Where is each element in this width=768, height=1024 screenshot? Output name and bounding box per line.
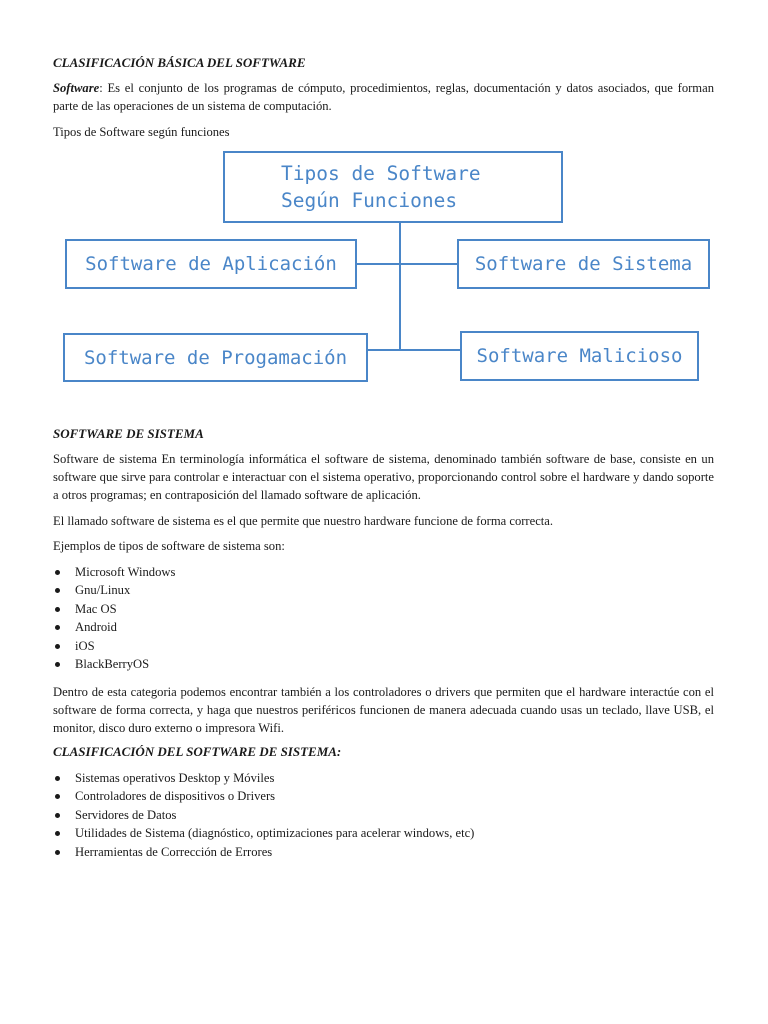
list-item [53, 806, 474, 824]
bullet-icon [55, 794, 60, 799]
paragraph-controladores: Dentro de esta categoria podemos encontrar también a los controladores o drivers que permiten que el hardware interactúe con el software de forma correcta, y haga que nuestros periféricos funcionen de manera adecuada cuando usas un teclado, llave USB, el monitor, disco duro externo o impresora Wifi. [53, 685, 714, 735]
software-types-diagram [0, 140, 768, 390]
bullet-icon [55, 776, 60, 781]
box-sistema-label: Software de Sistema [474, 253, 693, 275]
list-item [53, 824, 474, 842]
list-item-text: Utilidades de Sistema (diagnóstico, optimizaciones para acelerar windows, etc) [75, 826, 475, 841]
paragraph-hardware: El llamado software de sistema es el que permite que nuestro hardware funcione de forma correcta. [53, 514, 554, 528]
list-item-text: Android [75, 620, 117, 635]
bullet-icon [55, 662, 60, 667]
bullet-icon [55, 625, 60, 630]
intro-lead: Software [53, 81, 100, 95]
box-software-programacion [63, 333, 368, 382]
box-software-sistema [457, 239, 710, 289]
bullet-icon [55, 850, 60, 855]
list-item-text: Sistemas operativos Desktop y Móviles [75, 771, 275, 785]
bullet-icon [55, 588, 60, 593]
list-item-text: Gnu/Linux [75, 583, 131, 598]
heading-clasificacion-basica: CLASIFICACIÓN BÁSICA DEL SOFTWARE [53, 55, 306, 70]
bullet-icon [55, 570, 60, 575]
list-item [53, 843, 474, 861]
intro-paragraph [53, 79, 714, 115]
heading-clasificacion-sistema: CLASIFICACIÓN DEL SOFTWARE DE SISTEMA: [53, 744, 342, 759]
bullet-icon [55, 813, 60, 818]
clasificacion-list [53, 769, 474, 861]
box-software-aplicacion [65, 239, 357, 289]
list-item-text: BlackBerryOS [75, 656, 150, 671]
paragraph-definicion: Software de sistema En terminología informática el software de sistema, denominado también software de base, consiste en un software que sirve para controlar e interactuar con el sistema operativo, proporcionando control sobre el hardware y dando soporte a otros programas; en contraposición del llamado software de aplicación. [53, 452, 714, 502]
paragraph-ejemplos-intro: Ejemplos de tipos de software de sistema son: [53, 539, 285, 553]
connector-top-row [356, 263, 458, 265]
bullet-icon [55, 644, 60, 649]
box-programacion-label: Software de Progamación [83, 346, 348, 369]
list-item [53, 655, 175, 673]
diagram-title-line2: Según Funciones [281, 189, 458, 212]
list-item [53, 600, 175, 618]
connector-bottom-row [367, 349, 462, 351]
list-item-text: Herramientas de Corrección de Errores [75, 844, 273, 859]
heading-software-sistema: SOFTWARE DE SISTEMA [53, 426, 204, 441]
connector-vertical [399, 222, 401, 350]
list-item [53, 618, 175, 636]
diagram-title-box [223, 151, 563, 223]
list-item [53, 787, 474, 805]
box-malicioso-label: Software Malicioso [476, 345, 683, 367]
intro-text: : Es el conjunto de los programas de cómputo, procedimientos, reglas, documentación y datos asociados, que forman parte de las operaciones de un sistema de computación. [53, 81, 714, 113]
list-item-text: Servidores de Datos [75, 807, 177, 822]
list-item-text: Microsoft Windows [75, 565, 176, 579]
bullet-icon [55, 831, 60, 836]
tipos-label: Tipos de Software según funciones [53, 125, 230, 139]
list-item-text: Controladores de dispositivos o Drivers [75, 789, 276, 804]
diagram-title-line1: Tipos de Software [281, 162, 481, 185]
bullet-icon [55, 607, 60, 612]
examples-list [53, 563, 175, 673]
list-item [53, 563, 175, 581]
list-item [53, 581, 175, 599]
list-item [53, 637, 175, 655]
box-software-malicioso [460, 331, 699, 381]
box-aplicacion-label: Software de Aplicación [85, 253, 337, 275]
list-item-text: iOS [75, 638, 95, 653]
list-item [53, 769, 474, 787]
list-item-text: Mac OS [75, 601, 117, 616]
